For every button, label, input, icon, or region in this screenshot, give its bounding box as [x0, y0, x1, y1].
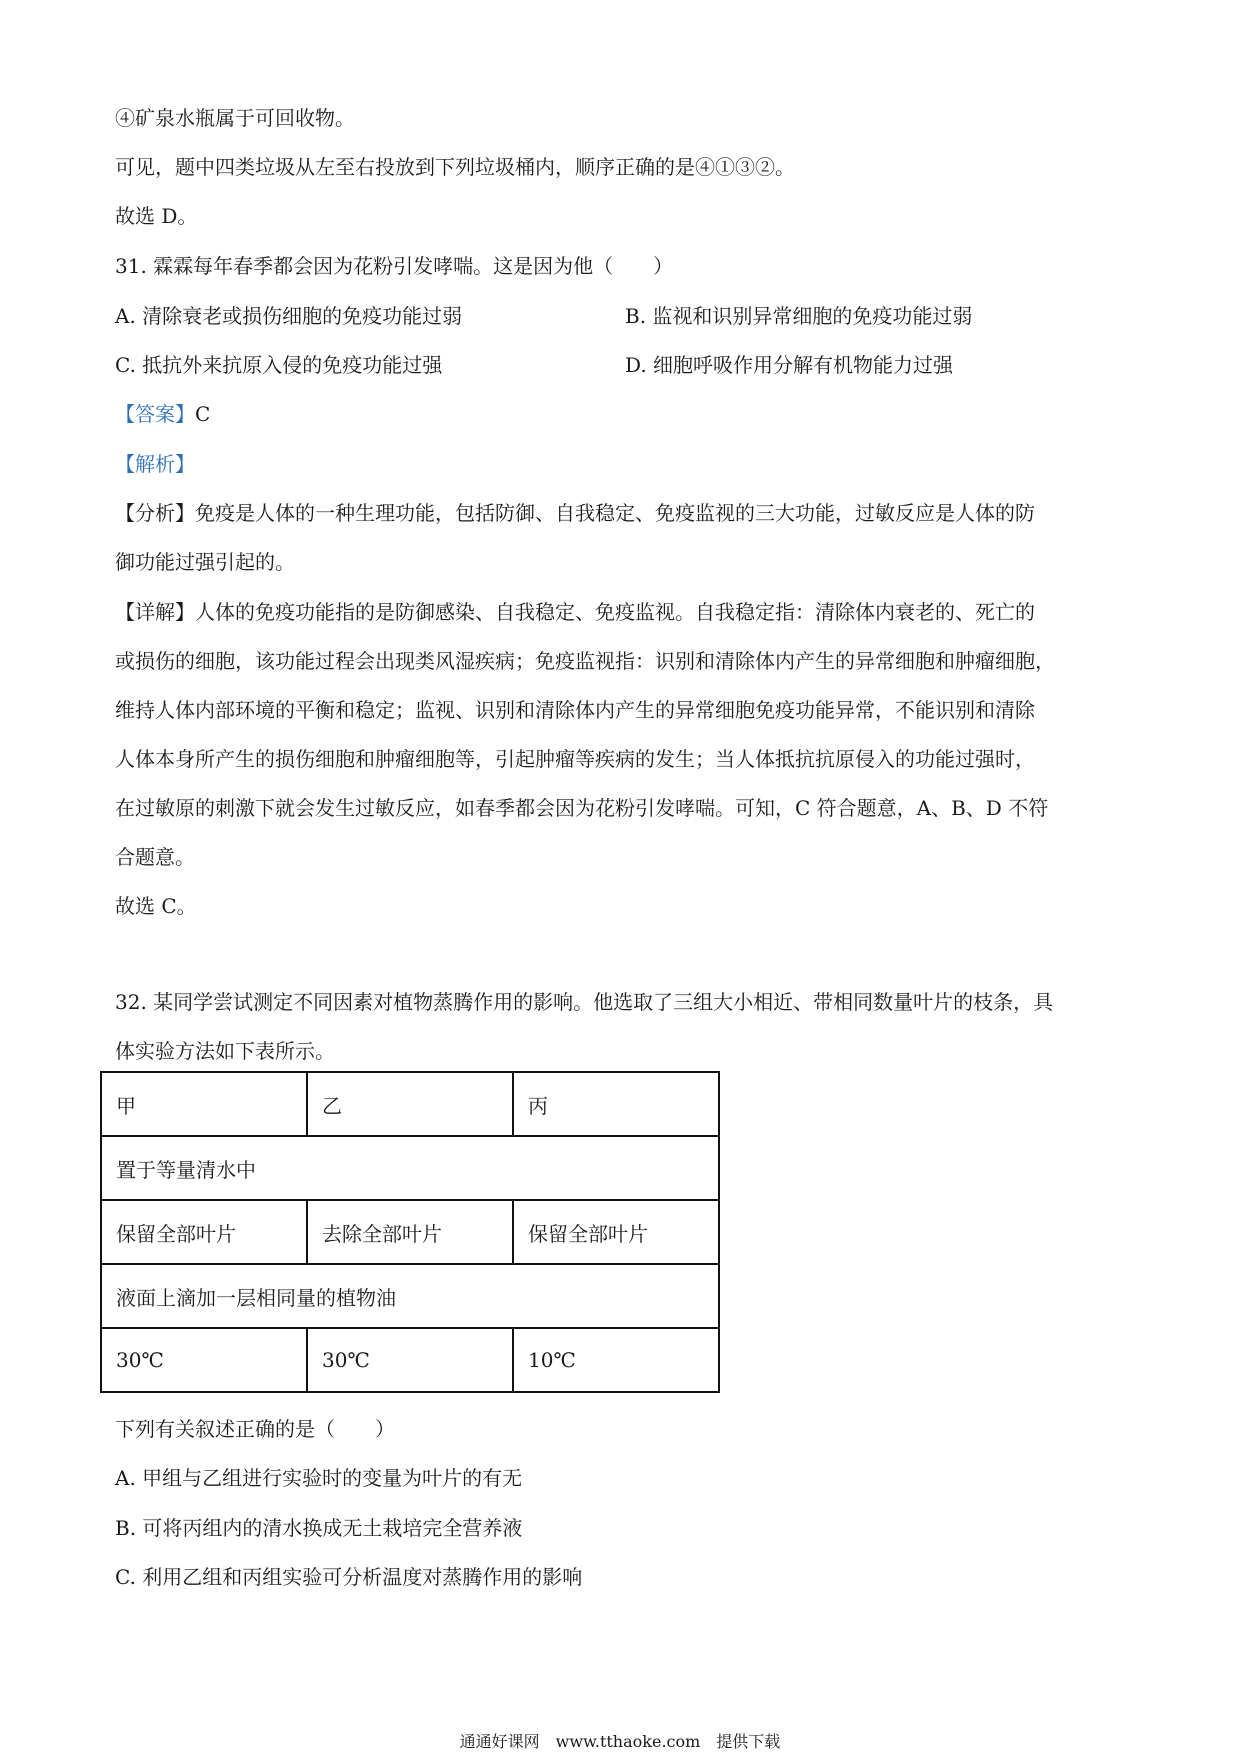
page-footer: 通通好课网 www.tthaoke.com 提供下载	[459, 1732, 781, 1751]
question-31-stem: 31. 霖霖每年春季都会因为花粉引发哮喘。这是因为他（ ）	[115, 254, 674, 278]
table-cell: 丙	[513, 1072, 719, 1136]
table-cell: 保留全部叶片	[513, 1200, 719, 1264]
analysis-text: 【分析】免疫是人体的一种生理功能，包括防御、自我稳定、免疫监视的三大功能，过敏反应是人体的防	[115, 501, 1035, 525]
table-row	[101, 1136, 719, 1200]
analysis-text: 御功能过强引起的。	[115, 550, 295, 574]
table-row	[101, 1072, 719, 1136]
table-cell: 乙	[307, 1072, 513, 1136]
detail-text: 或损伤的细胞，该功能过程会出现类风湿疾病；免疫监视指：识别和清除体内产生的异常细胞和肿瘤细胞，	[115, 649, 1055, 673]
question-32-stem: 32. 某同学尝试测定不同因素对植物蒸腾作用的影响。他选取了三组大小相近、带相同数量叶片的枝条，具	[115, 990, 1054, 1014]
detail-text: 【详解】人体的免疫功能指的是防御感染、自我稳定、免疫监视。自我稳定指：清除体内衰老的、死亡的	[115, 600, 1035, 624]
analysis-label: 【解析】	[115, 452, 195, 476]
answer-label: 【答案】	[115, 402, 195, 426]
option-b: B. 可将丙组内的清水换成无土栽培完全营养液	[115, 1516, 523, 1540]
option-c: C. 抵抗外来抗原入侵的免疫功能过强	[115, 353, 443, 377]
text-line: 可见，题中四类垃圾从左至右投放到下列垃圾桶内，顺序正确的是④①③②。	[115, 155, 795, 179]
option-d: D. 细胞呼吸作用分解有机物能力过强	[625, 353, 954, 377]
detail-text: 在过敏原的刺激下就会发生过敏反应，如春季都会因为花粉引发哮喘。可知，C 符合题意，A、B、D 不符	[115, 796, 1049, 820]
question-32-prompt: 下列有关叙述正确的是（ ）	[115, 1417, 395, 1441]
table-cell: 30℃	[101, 1328, 307, 1392]
conclusion-text: 故选 C。	[115, 894, 197, 918]
table-cell: 甲	[101, 1072, 307, 1136]
table-row	[101, 1264, 719, 1328]
experiment-table	[100, 1071, 720, 1393]
detail-text: 人体本身所产生的损伤细胞和肿瘤细胞等，引起肿瘤等疾病的发生；当人体抵抗抗原侵入的功能过强时，	[115, 747, 1035, 771]
question-32-stem: 体实验方法如下表所示。	[115, 1039, 335, 1063]
option-a: A. 清除衰老或损伤细胞的免疫功能过弱	[115, 304, 463, 328]
table-cell: 去除全部叶片	[307, 1200, 513, 1264]
answer-line	[115, 400, 210, 428]
detail-text: 维持人体内部环境的平衡和稳定；监视、识别和清除体内产生的异常细胞免疫功能异常，不能识别和清除	[115, 698, 1035, 722]
option-a: A. 甲组与乙组进行实验时的变量为叶片的有无	[115, 1466, 523, 1490]
table-cell: 30℃	[307, 1328, 513, 1392]
text-line: 故选 D。	[115, 204, 198, 228]
table-cell: 保留全部叶片	[101, 1200, 307, 1264]
table-row	[101, 1200, 719, 1264]
table-cell: 液面上滴加一层相同量的植物油	[101, 1264, 719, 1328]
table-cell: 置于等量清水中	[101, 1136, 719, 1200]
option-b: B. 监视和识别异常细胞的免疫功能过弱	[625, 304, 973, 328]
text-line: ④矿泉水瓶属于可回收物。	[115, 106, 355, 130]
table-cell: 10℃	[513, 1328, 719, 1392]
detail-text: 合题意。	[115, 845, 195, 869]
table-row	[101, 1328, 719, 1392]
option-c: C. 利用乙组和丙组实验可分析温度对蒸腾作用的影响	[115, 1565, 583, 1589]
answer-value: C	[195, 402, 211, 426]
